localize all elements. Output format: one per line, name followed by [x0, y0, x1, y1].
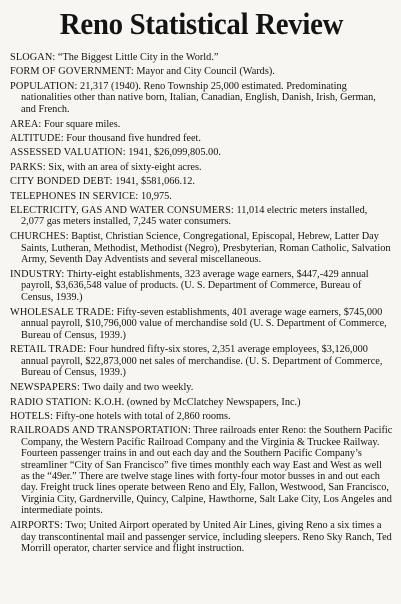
entry-text: Baptist, Christian Science, Congregational, Episcopal, Hebrew, Latter Day Saints, Lutheran, Methodist, Methodist (Negro), Presbyterian, Roman Catholic, Salvation Army, Seventh Day Adventists and several miscellaneous. — [21, 231, 391, 266]
entry-retail-trade — [10, 344, 393, 378]
entry-text: 11,014 electric meters installed, 2,077 gas meters installed, 7,245 water consumers. — [21, 204, 368, 228]
entry-telephones — [10, 191, 393, 202]
entry-text: Four hundred fifty-six stores, 2,351 average employees, $3,126,000 annual payroll, $22,873,000 net sales of merchandise. (U. S. Department of Commerce, Bureau of Census, 1939.) — [21, 344, 383, 379]
entry-label: ASSESSED VALUATION: — [10, 147, 126, 159]
entry-label: ALTITUDE: — [10, 132, 64, 144]
entry-text: K.O.H. (owned by McClatchey Newspapers, Inc.) — [94, 396, 301, 408]
statistics-list — [10, 52, 393, 554]
entry-industry — [10, 269, 393, 303]
entry-city-bonded-debt — [10, 176, 393, 187]
entry-newspapers — [10, 382, 393, 393]
entry-text: 21,317 (1940). Reno Township 25,000 estimated. Predominating nationalities other than native born, Italian, Canadian, English, Danish, Irish, German, and French. — [21, 80, 376, 115]
entry-text: 10,975. — [140, 190, 172, 202]
entry-label: HOTELS: — [10, 410, 54, 422]
entry-hotels — [10, 411, 393, 422]
entry-churches — [10, 231, 393, 265]
entry-parks — [10, 162, 393, 173]
entry-railroads — [10, 425, 393, 516]
entry-text: Four square miles. — [43, 118, 121, 130]
entry-altitude — [10, 133, 393, 144]
entry-assessed-valuation — [10, 147, 393, 158]
entry-text: 1941, $581,066.12. — [115, 176, 196, 188]
entry-text: Fifty-one hotels with total of 2,860 rooms. — [55, 410, 231, 422]
entry-label: CITY BONDED DEBT: — [10, 176, 113, 188]
entry-airports — [10, 520, 393, 554]
entry-utilities — [10, 205, 393, 228]
entry-text: Two; United Airport operated by United Air Lines, giving Reno a six times a day transcontinental mail and passenger service, including sleepers. Reno Sky Ranch, Ted Morrill operator, charter service and flight instruction. — [21, 520, 392, 554]
entry-label: SLOGAN: — [10, 52, 56, 63]
entry-label: RAILROADS AND TRANSPORTATION: — [10, 425, 191, 437]
entry-wholesale-trade — [10, 307, 393, 341]
entry-label: CHURCHES: — [10, 231, 69, 243]
entry-form-of-government — [10, 66, 393, 77]
entry-label: ELECTRICITY, GAS AND WATER CONSUMERS: — [10, 204, 234, 216]
entry-text: Fifty-seven establishments, 401 average wage earners, $745,000 annual payroll, $10,796,000 value of merchandise sold (U. S. Department of Commerce, Bureau of Census, 1939.) — [21, 306, 387, 341]
document-page — [0, 6, 401, 604]
entry-text: “The Biggest Little City in the World.” — [57, 52, 219, 63]
entry-text: Two daily and two weekly. — [82, 382, 194, 394]
page-title: Reno Statistical Review — [59, 6, 344, 41]
entry-label: PARKS: — [10, 161, 46, 173]
entry-label: NEWSPAPERS: — [10, 382, 80, 394]
entry-label: POPULATION: — [10, 80, 78, 92]
entry-label: WHOLESALE TRADE: — [10, 306, 115, 318]
entry-text: 1941, $26,099,805.00. — [128, 147, 221, 159]
entry-slogan — [10, 52, 393, 63]
entry-label: AREA: — [10, 118, 42, 130]
entry-area — [10, 119, 393, 130]
entry-radio-station — [10, 397, 393, 408]
entry-text: Six, with an area of sixty-eight acres. — [48, 161, 202, 173]
entry-label: RADIO STATION: — [10, 396, 92, 408]
entry-text: Mayor and City Council (Wards). — [136, 66, 275, 78]
entry-text: Four thousand five hundred feet. — [66, 132, 201, 144]
entry-label: AIRPORTS: — [10, 520, 63, 532]
entry-label: TELEPHONES IN SERVICE: — [10, 190, 139, 202]
entry-text: Three railroads enter Reno: the Southern Pacific Company, the Western Pacific Railroad Company and the Virginia & Truckee Railway. Fourteen passenger trains in and out each day and the Southern Pacific Company’s streamliner “City of San Francisco” five times monthly each way East and West as well as the “49er.” There are twelve stage lines with forty-four motor busses in and out each day. Freight truck lines operate between Reno and Ely, Fallon, Westwood, San Francisco, Virginia City, Gardnerville, Quincy, Calpine, Hawthorne, Salt Lake City, Los Angeles and intermediate points. — [21, 425, 393, 517]
entry-label: INDUSTRY: — [10, 269, 65, 280]
entry-population — [10, 81, 393, 115]
entry-label: FORM OF GOVERNMENT: — [10, 66, 134, 78]
entry-text: Thirty-eight establishments, 323 average wage earners, $447,-429 annual payroll, $3,636,548 value of products. (U. S. Department of Commerce, Bureau of Census, 1939.) — [21, 269, 369, 303]
entry-label: RETAIL TRADE: — [10, 344, 87, 356]
